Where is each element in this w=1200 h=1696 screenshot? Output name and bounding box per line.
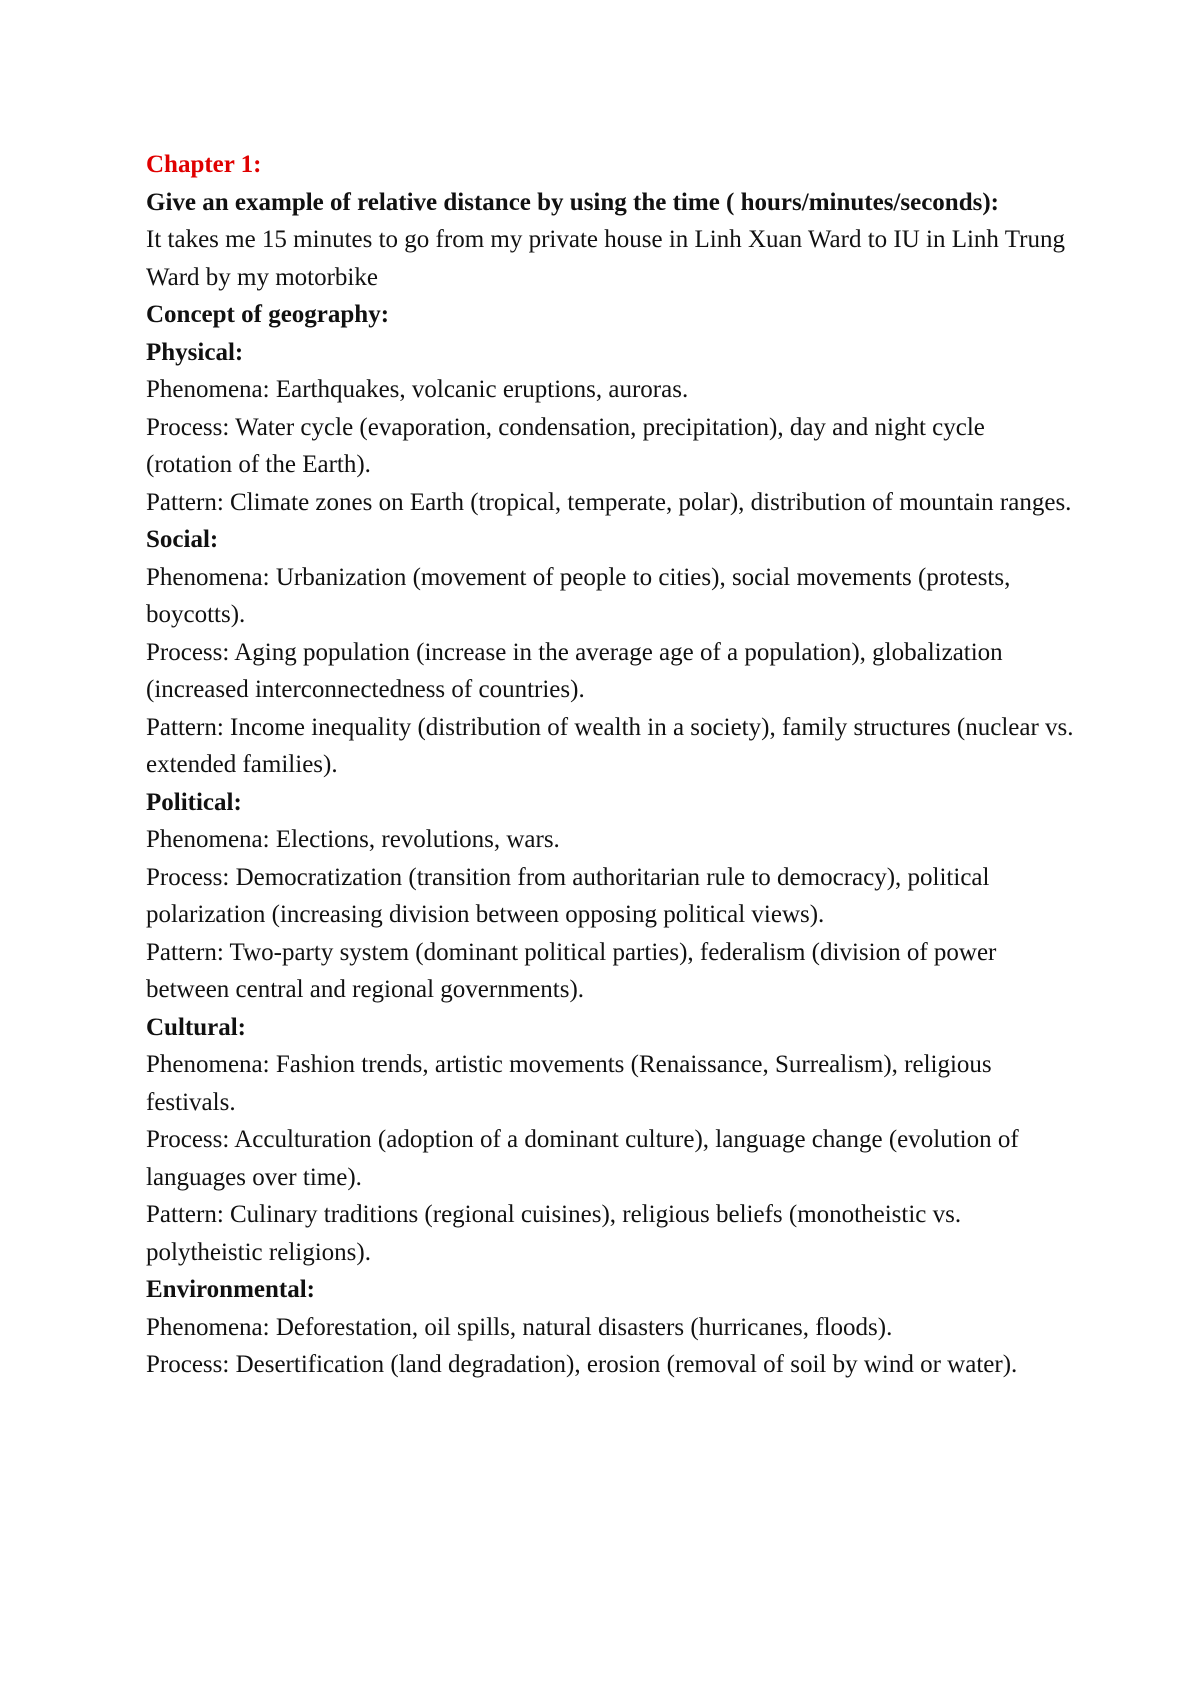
pattern-text: Pattern: Income inequality (distribution of wealth in a society), family structures (nuclear vs. extended families). [146,713,1074,778]
process-text: Process: Aging population (increase in the average age of a population), globalization (increased interconnectedness of countries). [146,638,1003,703]
phenomena-text: Phenomena: Fashion trends, artistic movements (Renaissance, Surrealism), religious festivals. [146,1051,992,1116]
process-text: Process: Democratization (transition from authoritarian rule to democracy), political polarization (increasing division between opposing political views). [146,863,990,928]
question-heading: Give an example of relative distance by using the time ( hours/minutes/seconds): [146,188,999,216]
section-heading: Cultural: [146,1013,246,1041]
section-heading: Social: [146,526,219,553]
pattern-text: Pattern: Two-party system (dominant political parties), federalism (division of power between central and regional governments). [146,938,997,1003]
phenomena-text: Phenomena: Deforestation, oil spills, natural disasters (hurricanes, floods). [146,1313,893,1341]
phenomena-text: Phenomena: Urbanization (movement of people to cities), social movements (protests, boycotts). [146,563,1011,628]
phenomena-text: Phenomena: Earthquakes, volcanic eruptions, auroras. [146,376,689,403]
section-heading: Environmental: [146,1276,315,1303]
chapter-title: Chapter 1: [146,151,262,178]
pattern-text: Pattern: Culinary traditions (regional cuisines), religious beliefs (monotheistic vs. polytheistic religions). [146,1201,962,1266]
section-social [146,521,1076,784]
section-physical [146,334,1076,522]
answer-text: It takes me 15 minutes to go from my private house in Linh Xuan Ward to IU in Linh Trung Ward by my motorbike [146,226,1065,291]
concept-heading: Concept of geography: [146,301,390,328]
process-text: Process: Acculturation (adoption of a dominant culture), language change (evolution of languages over time). [146,1126,1019,1191]
section-heading: Political: [146,788,242,816]
document-body [146,146,1076,1384]
section-heading: Physical: [146,338,244,366]
section-environmental [146,1271,1076,1384]
section-political [146,784,1076,1009]
process-text: Process: Water cycle (evaporation, condensation, precipitation), day and night cycle (rotation of the Earth). [146,413,985,478]
pattern-text: Pattern: Climate zones on Earth (tropical, temperate, polar), distribution of mountain ranges. [146,488,1072,516]
section-cultural [146,1009,1076,1272]
process-text: Process: Desertification (land degradation), erosion (removal of soil by wind or water). [146,1351,1018,1378]
phenomena-text: Phenomena: Elections, revolutions, wars. [146,826,560,853]
